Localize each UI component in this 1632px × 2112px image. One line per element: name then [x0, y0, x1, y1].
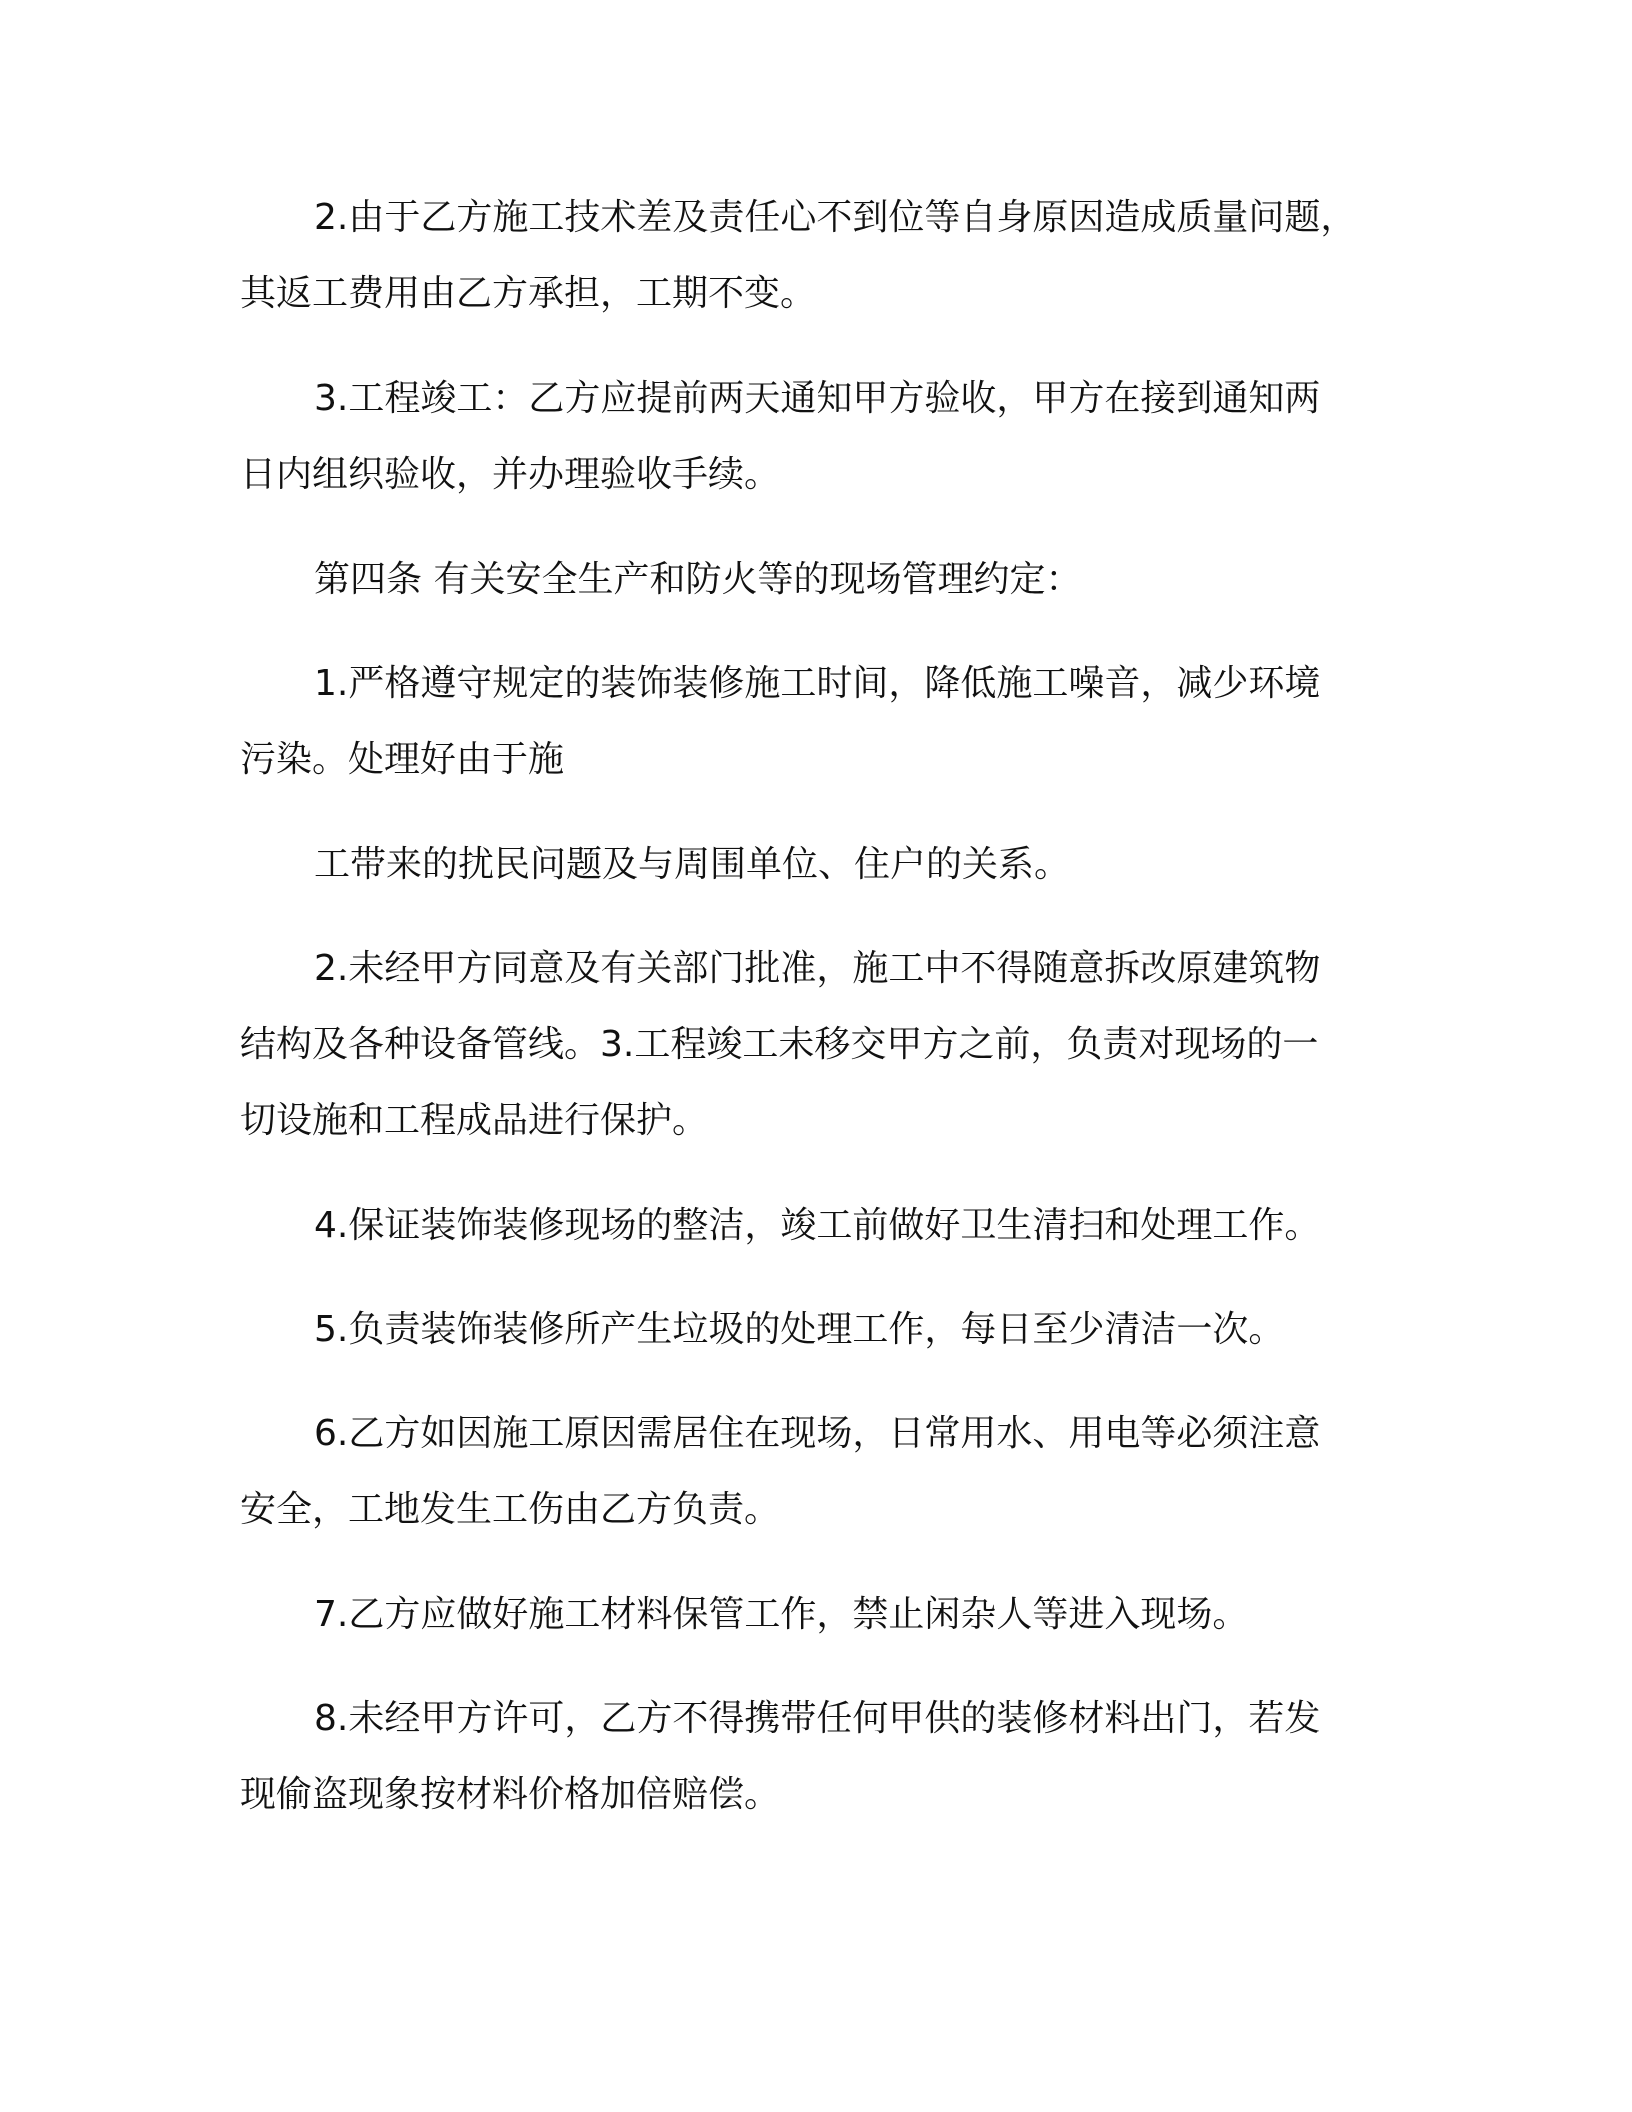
paragraph-2-line-2: 其返工费用由乙方承担，工期不变。 — [240, 273, 817, 314]
article-4-item-4: 4.保证装饰装修现场的整洁，竣工前做好卫生清扫和处理工作。 — [314, 1205, 1321, 1246]
article-4-item-1-line-2: 污染。处理好由于施 — [240, 739, 565, 780]
paragraph-3-line-2: 日内组织验收，并办理验收手续。 — [240, 454, 781, 495]
article-4-item-6-line-1: 6.乙方如因施工原因需居住在现场，日常用水、用电等必须注意 — [314, 1413, 1321, 1454]
paragraph-2-line-1: 2.由于乙方施工技术差及责任心不到位等自身原因造成质量问题， — [314, 197, 1357, 238]
article-4-item-7: 7.乙方应做好施工材料保管工作，禁止闲杂人等进入现场。 — [314, 1594, 1249, 1635]
article-4-item-8-line-2: 现偷盗现象按材料价格加倍赔偿。 — [240, 1774, 781, 1815]
article-4-item-3-line-2: 切设施和工程成品进行保护。 — [240, 1100, 709, 1141]
article-4-item-1-line-3: 工带来的扰民问题及与周围单位、住户的关系。 — [314, 844, 1071, 885]
article-4-item-2-line-1: 2.未经甲方同意及有关部门批准，施工中不得随意拆改原建筑物 — [314, 948, 1321, 989]
article-4-item-6-line-2: 安全，工地发生工伤由乙方负责。 — [240, 1489, 781, 1530]
article-4-item-5: 5.负责装饰装修所产生垃圾的处理工作，每日至少清洁一次。 — [314, 1309, 1285, 1350]
article-4-heading: 第四条 有关安全生产和防火等的现场管理约定： — [314, 559, 1082, 600]
article-4-item-8-line-1: 8.未经甲方许可，乙方不得携带任何甲供的装修材料出门，若发 — [314, 1698, 1321, 1739]
paragraph-3-line-1: 3.工程竣工：乙方应提前两天通知甲方验收，甲方在接到通知两 — [314, 378, 1321, 419]
article-4-item-1-line-1: 1.严格遵守规定的装饰装修施工时间，降低施工噪音，减少环境 — [314, 663, 1321, 704]
article-4-item-2-line-2: 结构及各种设备管线。3.工程竣工未移交甲方之前，负责对现场的一 — [240, 1024, 1319, 1065]
